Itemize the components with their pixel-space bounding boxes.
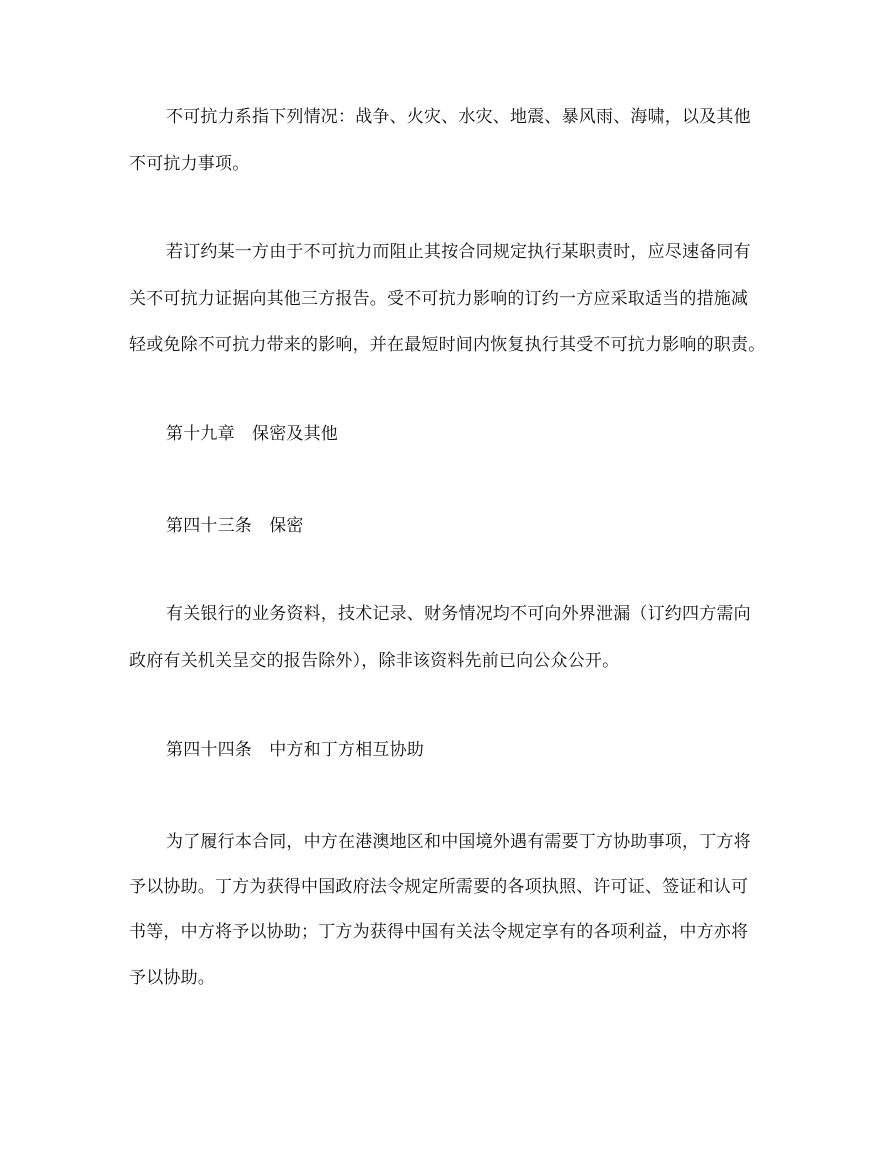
paragraph-assistance-line-3: 书等，中方将予以协助；丁方为获得中国有关法令规定享有的各项利益，中方亦将 xyxy=(129,922,749,942)
article-43-heading: 第四十三条 保密 xyxy=(166,516,304,536)
paragraph-assistance-line-1: 为了履行本合同，中方在港澳地区和中国境外遇有需要丁方协助事项，丁方将 xyxy=(166,832,751,852)
paragraph-notice-line-2: 关不可抗力证据向其他三方报告。受不可抗力影响的订约一方应采取适当的措施减 xyxy=(129,289,749,309)
paragraph-assistance-line-2: 予以协助。丁方为获得中国政府法令规定所需要的各项执照、许可证、签证和认可 xyxy=(129,877,749,897)
chapter-heading: 第十九章 保密及其他 xyxy=(166,424,338,444)
article-44-heading: 第四十四条 中方和丁方相互协助 xyxy=(166,740,424,760)
paragraph-confidentiality-line-1: 有关银行的业务资料，技术记录、财务情况均不可向外界泄漏（订约四方需向 xyxy=(166,604,751,624)
paragraph-notice-line-1: 若订约某一方由于不可抗力而阻止其按合同规定执行某职责时，应尽速备同有 xyxy=(166,242,751,262)
paragraph-force-majeure-line-1: 不可抗力系指下列情况：战争、火灾、水灾、地震、暴风雨、海啸，以及其他 xyxy=(166,107,751,127)
paragraph-assistance-line-4: 予以协助。 xyxy=(129,968,215,988)
paragraph-confidentiality-line-2: 政府有关机关呈交的报告除外），除非该资料先前已向公众公开。 xyxy=(129,651,620,671)
paragraph-notice-line-3: 轻或免除不可抗力带来的影响，并在最短时间内恢复执行其受不可抗力影响的职责。 xyxy=(129,335,766,355)
paragraph-force-majeure-line-2: 不可抗力事项。 xyxy=(129,154,250,174)
